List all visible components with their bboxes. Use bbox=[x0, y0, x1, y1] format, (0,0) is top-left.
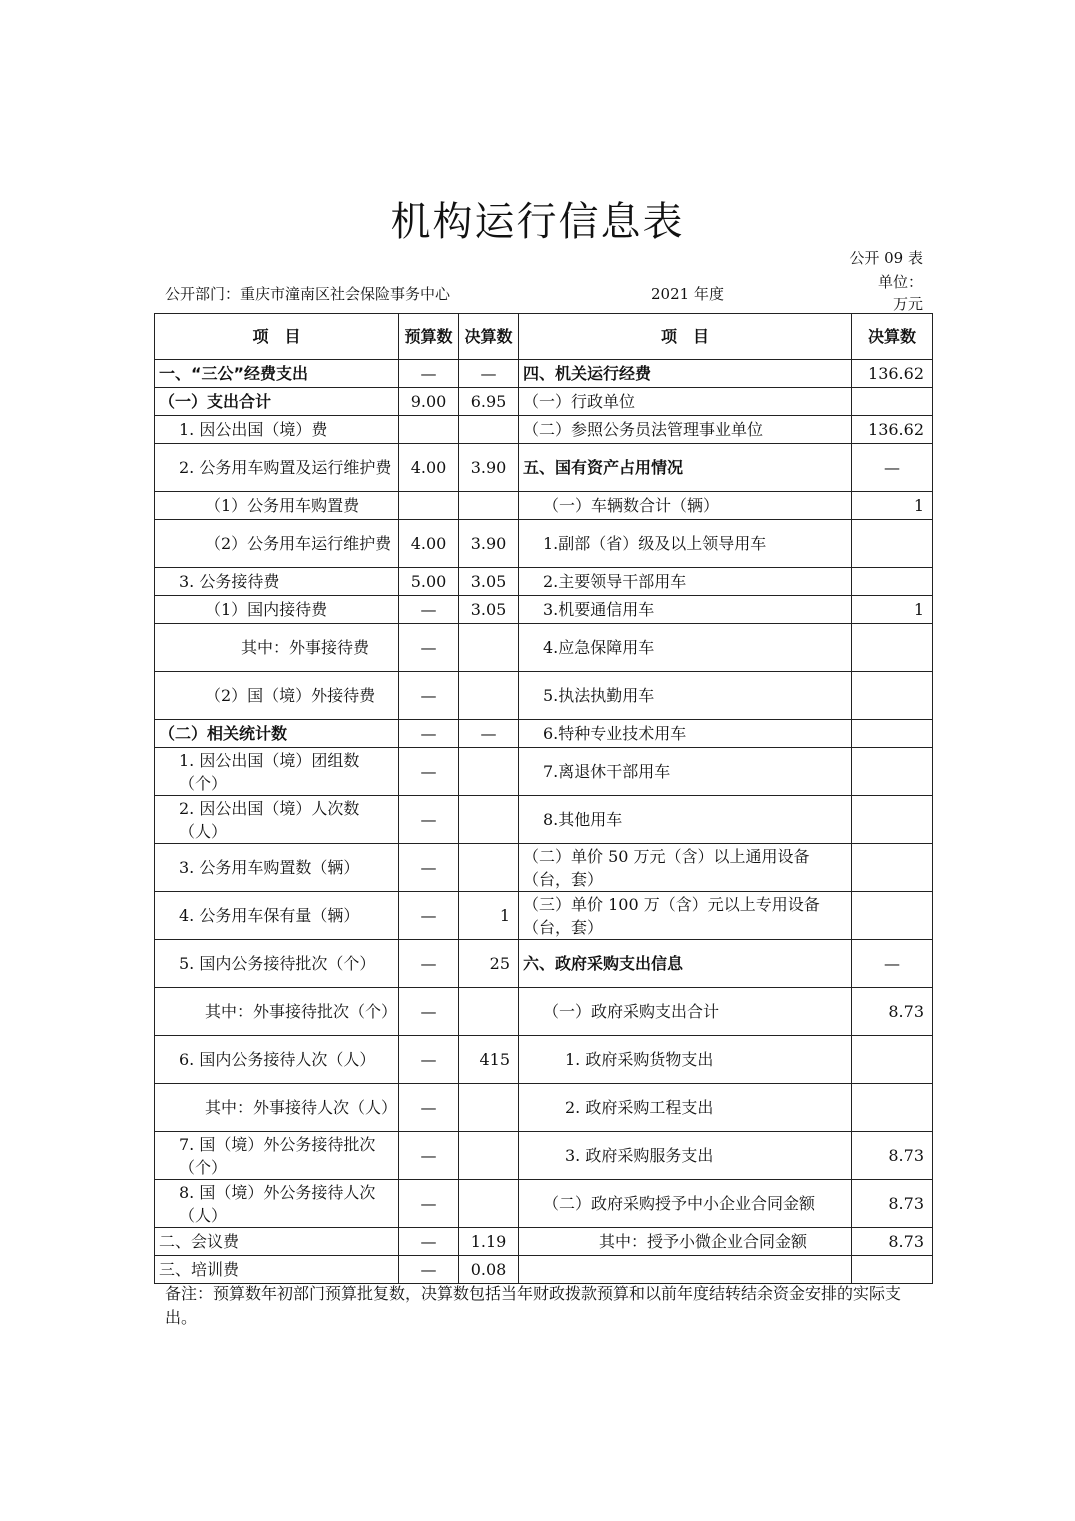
right-label: 其中：授予小微企业合同金额 bbox=[519, 1228, 852, 1256]
row-label: 4. 公务用车保有量（辆） bbox=[155, 892, 399, 940]
unit-label: 单位： bbox=[877, 273, 923, 291]
right-label: （二）单价 50 万元（含）以上通用设备（台，套） bbox=[519, 844, 852, 892]
row-label: 1. 因公出国（境）费 bbox=[155, 416, 399, 444]
table-row bbox=[155, 720, 933, 748]
row-label: （1）国内接待费 bbox=[155, 596, 399, 624]
right-value: 1 bbox=[852, 596, 933, 624]
right-label: 3. 政府采购服务支出 bbox=[519, 1132, 852, 1180]
row-label: （二）相关统计数 bbox=[155, 720, 399, 748]
final-cell bbox=[459, 844, 519, 892]
row-label: （1）公务用车购置费 bbox=[155, 492, 399, 520]
right-value bbox=[852, 844, 933, 892]
table-row bbox=[155, 388, 933, 416]
final-cell: 0.08 bbox=[459, 1256, 519, 1284]
final-cell: 1 bbox=[459, 892, 519, 940]
right-value bbox=[852, 748, 933, 796]
right-value bbox=[852, 1036, 933, 1084]
table-row bbox=[155, 1132, 933, 1180]
right-label: 8.其他用车 bbox=[519, 796, 852, 844]
final-cell bbox=[459, 416, 519, 444]
final-cell bbox=[459, 492, 519, 520]
form-number: 公开 09 表 bbox=[849, 249, 923, 267]
budget-cell: — bbox=[399, 596, 459, 624]
row-label: 8. 国（境）外公务接待人次（人） bbox=[155, 1180, 399, 1228]
header-budget: 预算数 bbox=[399, 314, 459, 360]
final-cell: 3.05 bbox=[459, 568, 519, 596]
table-header-row bbox=[155, 314, 933, 360]
row-label: （2）公务用车运行维护费 bbox=[155, 520, 399, 568]
right-value: 8.73 bbox=[852, 1132, 933, 1180]
right-label: （二）参照公务员法管理事业单位 bbox=[519, 416, 852, 444]
right-label: （二）政府采购授予中小企业合同金额 bbox=[519, 1180, 852, 1228]
final-cell: 3.05 bbox=[459, 596, 519, 624]
budget-cell: — bbox=[399, 1256, 459, 1284]
budget-cell: — bbox=[399, 988, 459, 1036]
right-label: （一）车辆数合计（辆） bbox=[519, 492, 852, 520]
right-label: 2. 政府采购工程支出 bbox=[519, 1084, 852, 1132]
unit-value: 万元 bbox=[892, 295, 923, 313]
right-label bbox=[519, 1256, 852, 1284]
budget-cell: — bbox=[399, 360, 459, 388]
row-label: 一、“三公”经费支出 bbox=[155, 360, 399, 388]
right-label: （三）单价 100 万（含）元以上专用设备（台，套） bbox=[519, 892, 852, 940]
final-cell: 6.95 bbox=[459, 388, 519, 416]
final-cell bbox=[459, 1132, 519, 1180]
row-label: 二、会议费 bbox=[155, 1228, 399, 1256]
right-value: 136.62 bbox=[852, 360, 933, 388]
budget-cell: — bbox=[399, 1084, 459, 1132]
right-value: — bbox=[852, 940, 933, 988]
right-value bbox=[852, 388, 933, 416]
budget-cell: — bbox=[399, 1036, 459, 1084]
table-row bbox=[155, 1180, 933, 1228]
table-row bbox=[155, 988, 933, 1036]
header-final2: 决算数 bbox=[852, 314, 933, 360]
budget-cell: 9.00 bbox=[399, 388, 459, 416]
budget-cell: 4.00 bbox=[399, 520, 459, 568]
row-label: 3. 公务接待费 bbox=[155, 568, 399, 596]
row-label: 5. 国内公务接待批次（个） bbox=[155, 940, 399, 988]
table-row bbox=[155, 796, 933, 844]
table-row bbox=[155, 1084, 933, 1132]
right-label: 六、政府采购支出信息 bbox=[519, 940, 852, 988]
table-row bbox=[155, 1036, 933, 1084]
budget-cell: — bbox=[399, 892, 459, 940]
row-label: 7. 国（境）外公务接待批次（个） bbox=[155, 1132, 399, 1180]
final-cell bbox=[459, 624, 519, 672]
row-label: 三、培训费 bbox=[155, 1256, 399, 1284]
final-cell: 1.19 bbox=[459, 1228, 519, 1256]
right-label: 4.应急保障用车 bbox=[519, 624, 852, 672]
table-row bbox=[155, 360, 933, 388]
right-label: 3.机要通信用车 bbox=[519, 596, 852, 624]
row-label: （2）国（境）外接待费 bbox=[155, 672, 399, 720]
budget-cell: — bbox=[399, 624, 459, 672]
final-cell: 25 bbox=[459, 940, 519, 988]
table-row bbox=[155, 940, 933, 988]
header-item2: 项 目 bbox=[519, 314, 852, 360]
table-row bbox=[155, 748, 933, 796]
budget-cell bbox=[399, 492, 459, 520]
right-label: 5.执法执勤用车 bbox=[519, 672, 852, 720]
right-label: （一）行政单位 bbox=[519, 388, 852, 416]
final-cell bbox=[459, 1180, 519, 1228]
budget-cell: — bbox=[399, 1228, 459, 1256]
right-label: 四、机关运行经费 bbox=[519, 360, 852, 388]
table-row bbox=[155, 492, 933, 520]
right-value bbox=[852, 1256, 933, 1284]
table-row bbox=[155, 1256, 933, 1284]
right-value bbox=[852, 1084, 933, 1132]
table-row bbox=[155, 624, 933, 672]
right-value: — bbox=[852, 444, 933, 492]
right-value bbox=[852, 796, 933, 844]
right-value bbox=[852, 624, 933, 672]
budget-cell: — bbox=[399, 844, 459, 892]
budget-cell: — bbox=[399, 720, 459, 748]
right-value bbox=[852, 568, 933, 596]
table-row bbox=[155, 892, 933, 940]
table-row bbox=[155, 672, 933, 720]
row-label: 2. 公务用车购置及运行维护费 bbox=[155, 444, 399, 492]
right-label: 1. 政府采购货物支出 bbox=[519, 1036, 852, 1084]
table-row bbox=[155, 844, 933, 892]
right-value: 8.73 bbox=[852, 1228, 933, 1256]
right-label: 1.副部（省）级及以上领导用车 bbox=[519, 520, 852, 568]
info-table bbox=[154, 313, 933, 1284]
table-row bbox=[155, 416, 933, 444]
budget-cell: — bbox=[399, 1180, 459, 1228]
table-row bbox=[155, 568, 933, 596]
right-label: 五、国有资产占用情况 bbox=[519, 444, 852, 492]
row-label: 其中：外事接待人次（人） bbox=[155, 1084, 399, 1132]
right-value: 136.62 bbox=[852, 416, 933, 444]
budget-cell: 4.00 bbox=[399, 444, 459, 492]
row-label: （一）支出合计 bbox=[155, 388, 399, 416]
header-item: 项 目 bbox=[155, 314, 399, 360]
right-value: 8.73 bbox=[852, 988, 933, 1036]
right-value bbox=[852, 520, 933, 568]
final-cell: 3.90 bbox=[459, 520, 519, 568]
table-row bbox=[155, 444, 933, 492]
page-title: 机构运行信息表 bbox=[390, 199, 685, 245]
final-cell: 415 bbox=[459, 1036, 519, 1084]
budget-cell: — bbox=[399, 940, 459, 988]
right-label: 2.主要领导干部用车 bbox=[519, 568, 852, 596]
right-label: 7.离退休干部用车 bbox=[519, 748, 852, 796]
row-label: 其中：外事接待批次（个） bbox=[155, 988, 399, 1036]
final-cell bbox=[459, 672, 519, 720]
header-final: 决算数 bbox=[459, 314, 519, 360]
right-value bbox=[852, 672, 933, 720]
row-label: 1. 因公出国（境）团组数（个） bbox=[155, 748, 399, 796]
budget-cell: 5.00 bbox=[399, 568, 459, 596]
final-cell bbox=[459, 1084, 519, 1132]
table-row bbox=[155, 520, 933, 568]
budget-cell: — bbox=[399, 672, 459, 720]
row-label: 其中：外事接待费 bbox=[155, 624, 399, 672]
right-value: 1 bbox=[852, 492, 933, 520]
final-cell bbox=[459, 988, 519, 1036]
row-label: 2. 因公出国（境）人次数（人） bbox=[155, 796, 399, 844]
table-row bbox=[155, 1228, 933, 1256]
row-label: 6. 国内公务接待人次（人） bbox=[155, 1036, 399, 1084]
table-row bbox=[155, 596, 933, 624]
department-label: 公开部门：重庆市潼南区社会保险事务中心 bbox=[165, 285, 451, 303]
right-label: （一）政府采购支出合计 bbox=[519, 988, 852, 1036]
right-value bbox=[852, 892, 933, 940]
budget-cell: — bbox=[399, 1132, 459, 1180]
final-cell: — bbox=[459, 360, 519, 388]
budget-cell: — bbox=[399, 796, 459, 844]
right-value: 8.73 bbox=[852, 1180, 933, 1228]
footnote: 备注：预算数年初部门预算批复数，决算数包括当年财政拨款预算和以前年度结转结余资金安排的实际支出。 bbox=[165, 1284, 902, 1327]
row-label: 3. 公务用车购置数（辆） bbox=[155, 844, 399, 892]
budget-cell bbox=[399, 416, 459, 444]
right-label: 6.特种专业技术用车 bbox=[519, 720, 852, 748]
final-cell: — bbox=[459, 720, 519, 748]
final-cell bbox=[459, 796, 519, 844]
final-cell: 3.90 bbox=[459, 444, 519, 492]
right-value bbox=[852, 720, 933, 748]
year-label: 2021 年度 bbox=[651, 285, 724, 303]
budget-cell: — bbox=[399, 748, 459, 796]
final-cell bbox=[459, 748, 519, 796]
